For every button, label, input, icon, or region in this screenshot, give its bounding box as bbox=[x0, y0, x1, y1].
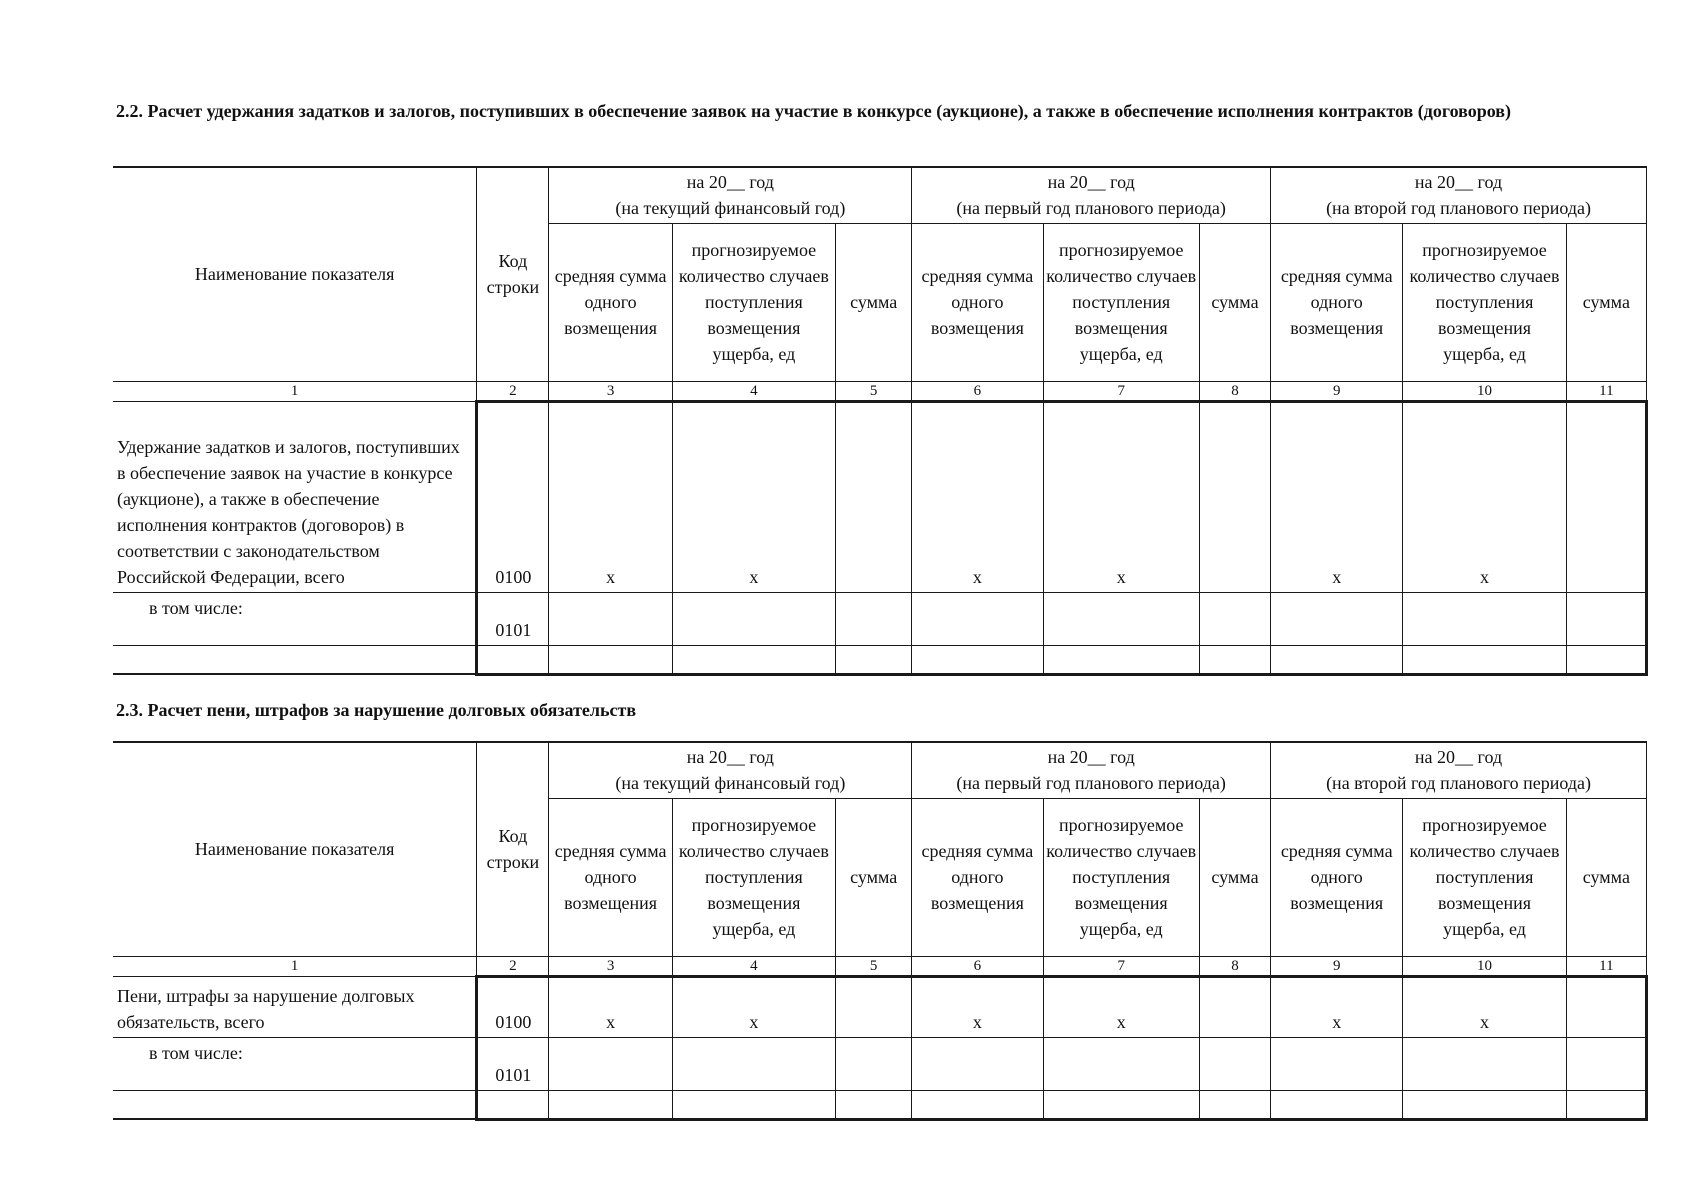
col-number: 6 bbox=[912, 956, 1043, 976]
value-cell[interactable] bbox=[912, 592, 1043, 645]
value-cell[interactable] bbox=[549, 1037, 672, 1090]
value-cell[interactable] bbox=[1403, 592, 1566, 645]
value-cell[interactable] bbox=[1043, 592, 1199, 645]
col-number: 9 bbox=[1271, 381, 1403, 401]
header-sum: сумма bbox=[1566, 223, 1646, 381]
value-cell[interactable] bbox=[912, 1090, 1043, 1119]
value-cell[interactable] bbox=[1199, 401, 1270, 592]
header-avg-sum: средняя сумма одного возмещения bbox=[549, 223, 672, 381]
penalties-calculation-table bbox=[113, 741, 1648, 1121]
header-period-second bbox=[1271, 167, 1647, 223]
header-forecast-count: прогнозируемое количество случаев поступления возмещения ущерба, ед bbox=[672, 798, 835, 956]
col-number: 8 bbox=[1199, 956, 1270, 976]
value-cell[interactable] bbox=[1199, 645, 1270, 674]
col-number: 7 bbox=[1043, 381, 1199, 401]
header-avg-sum: средняя сумма одного возмещения bbox=[1271, 798, 1403, 956]
value-cell[interactable] bbox=[1199, 592, 1270, 645]
value-cell[interactable] bbox=[836, 1037, 912, 1090]
col-number: 4 bbox=[672, 956, 835, 976]
period-year: на 20__ год bbox=[686, 172, 774, 193]
col-number: 9 bbox=[1271, 956, 1403, 976]
header-sum: сумма bbox=[836, 223, 912, 381]
header-avg-sum: средняя сумма одного возмещения bbox=[549, 798, 672, 956]
period-desc: (на второй год планового периода) bbox=[1326, 198, 1591, 219]
value-cell[interactable] bbox=[1566, 976, 1646, 1037]
value-cell[interactable] bbox=[1043, 1090, 1199, 1119]
x-mark: x bbox=[1403, 401, 1566, 592]
value-cell[interactable] bbox=[1403, 1037, 1566, 1090]
row-label-blank bbox=[113, 1090, 477, 1119]
header-forecast-count: прогнозируемое количество случаев поступления возмещения ущерба, ед bbox=[672, 223, 835, 381]
value-cell[interactable] bbox=[836, 592, 912, 645]
x-mark: x bbox=[672, 976, 835, 1037]
value-cell[interactable] bbox=[1271, 1090, 1403, 1119]
col-number: 4 bbox=[672, 381, 835, 401]
header-code-col: Код строки bbox=[477, 167, 549, 381]
retention-calculation-table bbox=[113, 166, 1648, 676]
col-number: 5 bbox=[836, 956, 912, 976]
value-cell[interactable] bbox=[1199, 976, 1270, 1037]
value-cell[interactable] bbox=[1271, 592, 1403, 645]
header-period-current bbox=[549, 742, 912, 798]
value-cell[interactable] bbox=[836, 1090, 912, 1119]
value-cell[interactable] bbox=[1043, 1037, 1199, 1090]
period-desc: (на текущий финансовый год) bbox=[615, 198, 846, 219]
value-cell[interactable] bbox=[836, 401, 912, 592]
row-code-blank[interactable] bbox=[477, 645, 549, 674]
x-mark: x bbox=[1403, 976, 1566, 1037]
header-avg-sum: средняя сумма одного возмещения bbox=[1271, 223, 1403, 381]
header-name-col: Наименование показателя bbox=[113, 742, 477, 956]
row-code: 0101 bbox=[477, 1037, 549, 1090]
col-number: 11 bbox=[1566, 956, 1646, 976]
value-cell[interactable] bbox=[672, 645, 835, 674]
col-number: 2 bbox=[477, 956, 549, 976]
col-number: 6 bbox=[912, 381, 1043, 401]
row-code: 0100 bbox=[477, 401, 549, 592]
col-number: 5 bbox=[836, 381, 912, 401]
row-code-blank[interactable] bbox=[477, 1090, 549, 1119]
value-cell[interactable] bbox=[1566, 645, 1646, 674]
header-avg-sum: средняя сумма одного возмещения bbox=[912, 223, 1043, 381]
row-label-total: Пени, штрафы за нарушение долговых обязательств, всего bbox=[113, 976, 477, 1037]
x-mark: x bbox=[1043, 976, 1199, 1037]
period-year: на 20__ год bbox=[1047, 747, 1135, 768]
period-year: на 20__ год bbox=[1414, 172, 1503, 193]
x-mark: x bbox=[912, 401, 1043, 592]
col-number: 8 bbox=[1199, 381, 1270, 401]
value-cell[interactable] bbox=[1271, 1037, 1403, 1090]
row-label-including: в том числе: bbox=[113, 1037, 477, 1090]
header-code-col: Код строки bbox=[477, 742, 549, 956]
value-cell[interactable] bbox=[836, 645, 912, 674]
section-title-2-3: 2.3. Расчет пени, штрафов за нарушение долговых обязательств bbox=[116, 700, 637, 720]
header-sum: сумма bbox=[1199, 223, 1270, 381]
header-period-first bbox=[912, 742, 1271, 798]
value-cell[interactable] bbox=[672, 592, 835, 645]
value-cell[interactable] bbox=[1566, 1037, 1646, 1090]
value-cell[interactable] bbox=[836, 976, 912, 1037]
period-year: на 20__ год bbox=[686, 747, 774, 768]
header-name-col: Наименование показателя bbox=[113, 167, 477, 381]
row-code: 0101 bbox=[477, 592, 549, 645]
header-forecast-count: прогнозируемое количество случаев поступления возмещения ущерба, ед bbox=[1403, 223, 1566, 381]
period-desc: (на второй год планового периода) bbox=[1326, 773, 1591, 794]
header-period-first bbox=[912, 167, 1271, 223]
period-year: на 20__ год bbox=[1414, 747, 1503, 768]
section-title-2-2: 2.2. Расчет удержания задатков и залогов, поступивших в обеспечение заявок на участие в конкурсе (аукционе), а также в обеспечение исполнения контрактов (договоров) bbox=[116, 101, 1512, 121]
col-number: 2 bbox=[477, 381, 549, 401]
col-number: 7 bbox=[1043, 956, 1199, 976]
col-number: 10 bbox=[1403, 956, 1566, 976]
col-number: 1 bbox=[113, 956, 477, 976]
period-desc: (на текущий финансовый год) bbox=[615, 773, 846, 794]
row-label-blank bbox=[113, 645, 477, 674]
value-cell[interactable] bbox=[912, 645, 1043, 674]
period-desc: (на первый год планового периода) bbox=[956, 773, 1226, 794]
header-avg-sum: средняя сумма одного возмещения bbox=[912, 798, 1043, 956]
col-number: 3 bbox=[549, 956, 672, 976]
col-number: 1 bbox=[113, 381, 477, 401]
header-period-second bbox=[1271, 742, 1647, 798]
value-cell[interactable] bbox=[672, 1037, 835, 1090]
row-label-including: в том числе: bbox=[113, 592, 477, 645]
x-mark: x bbox=[1271, 976, 1403, 1037]
period-year: на 20__ год bbox=[1047, 172, 1135, 193]
value-cell[interactable] bbox=[1043, 645, 1199, 674]
x-mark: x bbox=[1043, 401, 1199, 592]
value-cell[interactable] bbox=[549, 1090, 672, 1119]
value-cell[interactable] bbox=[912, 1037, 1043, 1090]
value-cell[interactable] bbox=[1566, 592, 1646, 645]
header-forecast-count: прогнозируемое количество случаев поступления возмещения ущерба, ед bbox=[1043, 223, 1199, 381]
x-mark: x bbox=[1271, 401, 1403, 592]
col-number: 10 bbox=[1403, 381, 1566, 401]
header-period-current bbox=[549, 167, 912, 223]
x-mark: x bbox=[672, 401, 835, 592]
value-cell[interactable] bbox=[1566, 401, 1646, 592]
value-cell[interactable] bbox=[1271, 645, 1403, 674]
header-forecast-count: прогнозируемое количество случаев поступления возмещения ущерба, ед bbox=[1043, 798, 1199, 956]
header-sum: сумма bbox=[1199, 798, 1270, 956]
value-cell[interactable] bbox=[1403, 645, 1566, 674]
header-sum: сумма bbox=[836, 798, 912, 956]
value-cell[interactable] bbox=[1566, 1090, 1646, 1119]
value-cell[interactable] bbox=[549, 592, 672, 645]
x-mark: x bbox=[549, 401, 672, 592]
x-mark: x bbox=[549, 976, 672, 1037]
col-number: 3 bbox=[549, 381, 672, 401]
period-desc: (на первый год планового периода) bbox=[956, 198, 1226, 219]
x-mark: x bbox=[912, 976, 1043, 1037]
value-cell[interactable] bbox=[1199, 1037, 1270, 1090]
header-sum: сумма bbox=[1566, 798, 1646, 956]
value-cell[interactable] bbox=[1199, 1090, 1270, 1119]
value-cell[interactable] bbox=[672, 1090, 835, 1119]
value-cell[interactable] bbox=[549, 645, 672, 674]
value-cell[interactable] bbox=[1403, 1090, 1566, 1119]
row-label-total: Удержание задатков и залогов, поступивших в обеспечение заявок на участие в конкурсе (аукционе), а также в обеспечение исполнения контрактов (договоров) в соответствии с законодательством Российской Федерации, всего bbox=[113, 401, 477, 592]
header-forecast-count: прогнозируемое количество случаев поступления возмещения ущерба, ед bbox=[1403, 798, 1566, 956]
col-number: 11 bbox=[1566, 381, 1646, 401]
row-code: 0100 bbox=[477, 976, 549, 1037]
